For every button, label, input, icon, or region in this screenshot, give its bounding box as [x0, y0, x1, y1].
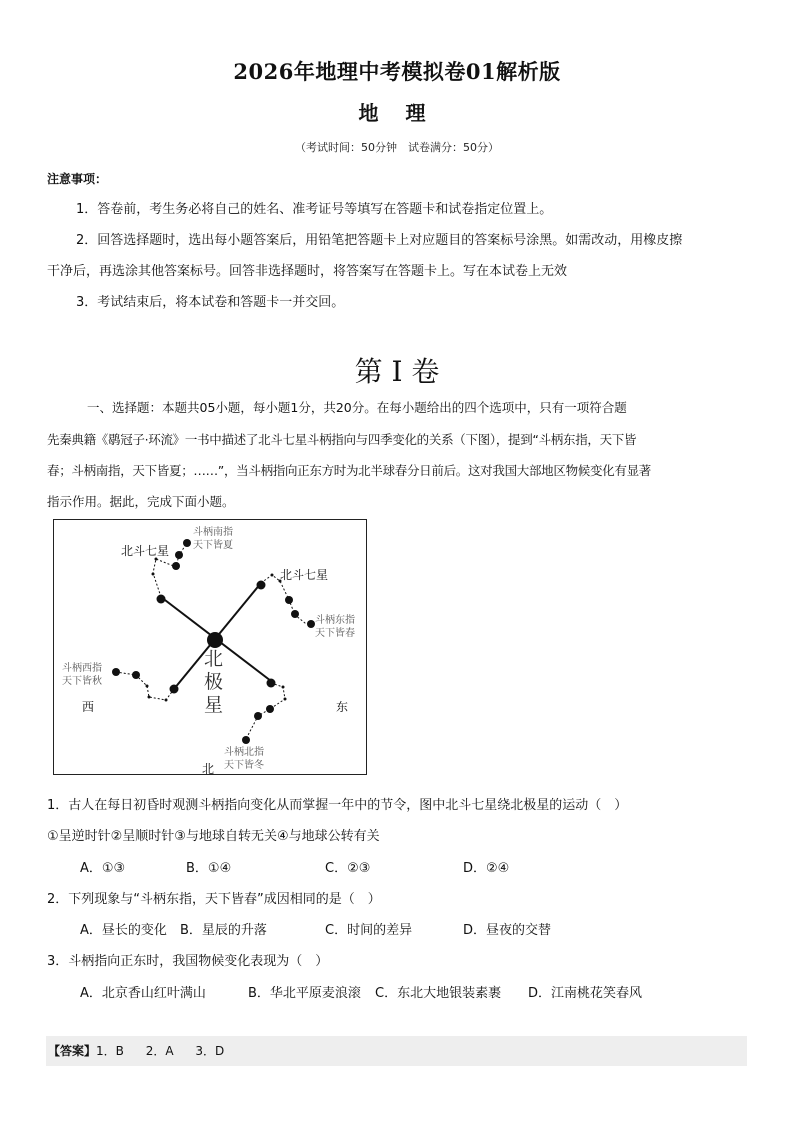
east-label: 东 [336, 700, 349, 714]
section-intro: 一、选择题：本题共05小题，每小题1分，共20分。在每小题给出的四个选项中，只有一项符合题 [87, 400, 627, 415]
top-dipper-label: 北斗七星 [121, 544, 170, 558]
material-line-3: 指示作用。据此，完成下面小题。 [47, 494, 235, 509]
notice-item-2: 2．回答选择题时，选出每小题答案后，用铅笔把答题卡上对应题目的答案标号涂黑。如需改动，用橡皮擦 [76, 233, 683, 248]
question-3-stem: 3．斗柄指向正东时，我国物候变化表现为（ ） [47, 954, 329, 969]
polaris-label: 北 极 星 [204, 648, 224, 716]
top-note: 斗柄南指 天下皆夏 [193, 527, 233, 551]
answer-label: 【答案】 [48, 1044, 97, 1058]
question-3-option-d: D．江南桃花笑春风 [528, 986, 643, 1001]
question-2-option-a: A．昼长的变化 [80, 923, 167, 938]
big-dipper-diagram [53, 519, 367, 775]
question-1-stem: 1．古人在每日初昏时观测斗柄指向变化从而掌握一年中的节令，图中北斗七星绕北极星的运动（ ） [47, 798, 628, 813]
material-line-2: 春；斗柄南指，天下皆夏；……”，当斗柄指向正东方时为北半球春分日前后。这对我国大部地区物候变化有显著 [47, 463, 651, 478]
big-dipper-figure [53, 519, 367, 775]
question-2-option-d: D．昼夜的交替 [463, 923, 552, 938]
question-1-option-c: C．②③ [325, 861, 371, 876]
right-note: 斗柄东指 天下皆春 [315, 615, 355, 639]
question-1-option-d: D．②④ [463, 861, 510, 876]
answer-bar [46, 1036, 747, 1066]
question-3-option-c: C．东北大地银装素裹 [375, 986, 502, 1001]
left-note: 斗柄西指 天下皆秋 [62, 663, 102, 687]
question-1-option-a: A．①③ [80, 861, 126, 876]
right-dipper-label: 北斗七星 [280, 568, 329, 582]
question-2-stem: 2．下列现象与“斗柄东指，天下皆春”成因相同的是（ ） [47, 892, 381, 907]
polaris-star-icon [207, 632, 223, 648]
answer-3: 3．D [195, 1044, 225, 1058]
question-1-statements: ①呈逆时针②呈顺时针③与地球自转无关④与地球公转有关 [47, 829, 380, 844]
north-label: 北 [202, 762, 215, 776]
answer-1: 1．B [96, 1044, 124, 1058]
question-2-option-c: C．时间的差异 [325, 923, 413, 938]
question-3-option-b: B．华北平原麦浪滚 [248, 986, 361, 1001]
page-title: 2026年地理中考模拟卷01解析版 [233, 59, 561, 84]
question-2-option-b: B．星辰的升落 [180, 923, 267, 938]
exam-time-info: （考试时间：50分钟 试卷满分：50分） [295, 141, 499, 154]
notice-item-1: 1．答卷前，考生务必将自己的姓名、准考证号等填写在答题卡和试卷指定位置上。 [76, 202, 553, 217]
answer-2: 2．A [145, 1044, 174, 1058]
bottom-note: 斗柄北指 天下皆冬 [224, 747, 264, 771]
question-1-option-b: B．①④ [186, 861, 232, 876]
west-label: 西 [82, 700, 95, 714]
subject-title: 地 理 [358, 101, 436, 125]
section-title: 第 I 卷 [354, 355, 440, 388]
notice-item-3: 3．考试结束后，将本试卷和答题卡一并交回。 [76, 295, 345, 310]
material-line-1: 先秦典籍《鹖冠子·环流》一书中描述了北斗七星斗柄指向与四季变化的关系（下图），提到“斗柄东指，天下皆 [47, 432, 637, 447]
question-3-option-a: A．北京香山红叶满山 [80, 986, 206, 1001]
notice-heading: 注意事项： [47, 172, 108, 186]
notice-item-2-cont: 干净后，再选涂其他答案标号。回答非选择题时，将答案写在答题卡上。写在本试卷上无效 [47, 264, 568, 279]
